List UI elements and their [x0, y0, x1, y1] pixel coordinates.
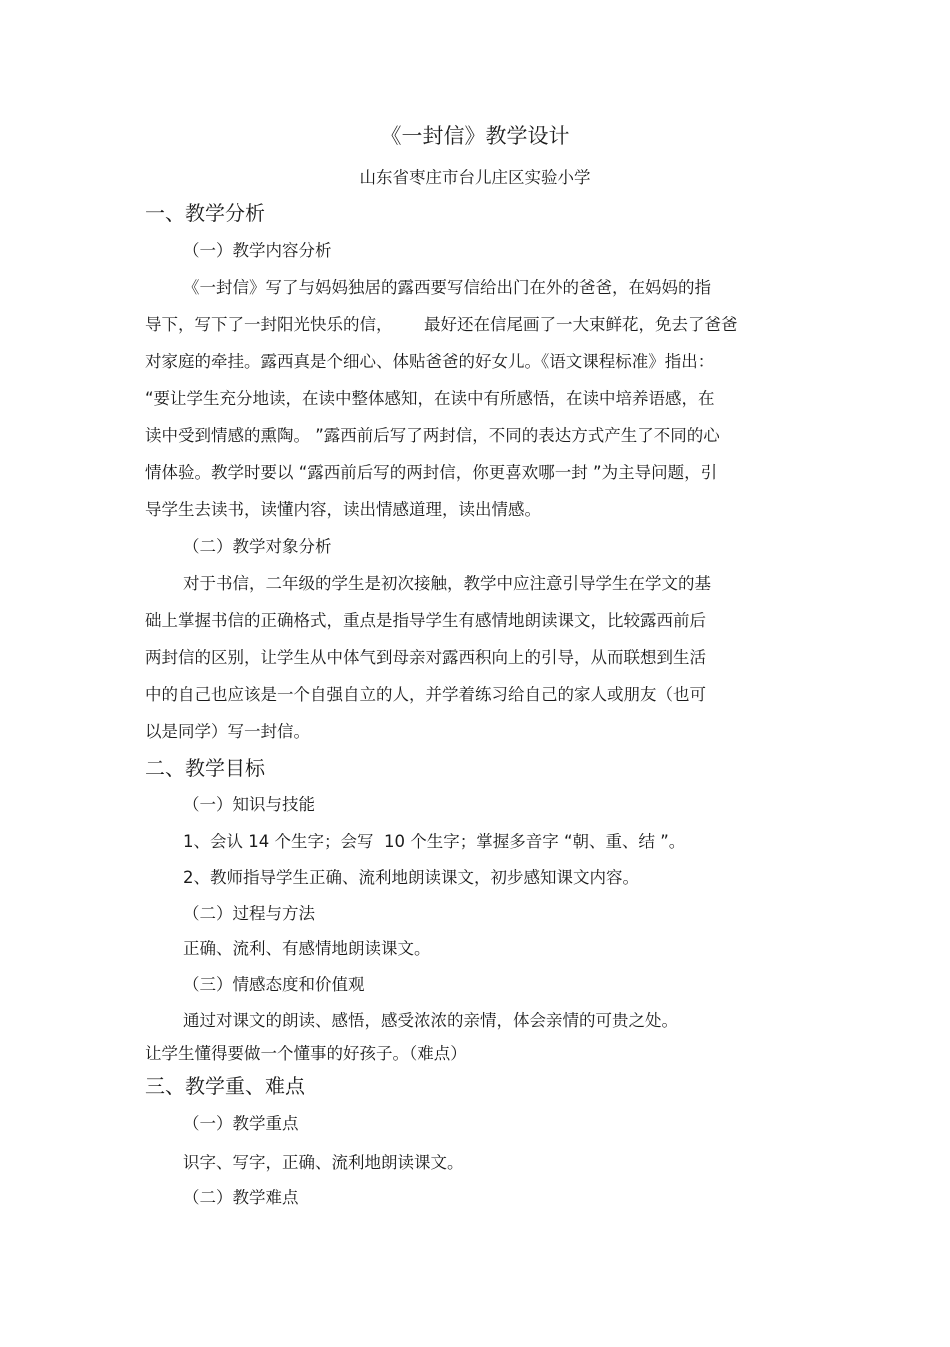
- subsection-heading-knowledge-skills: （一）知识与技能: [183, 795, 315, 814]
- paragraph-line: 两封信的区别，让学生从中体气到母亲对露西积向上的引导，从而联想到生活: [145, 648, 706, 667]
- subsection-heading-emotion-values: （三）情感态度和价值观: [183, 975, 365, 994]
- paragraph-line: 通过对课文的朗读、感悟，感受浓浓的亲情，体会亲情的可贵之处。: [183, 1011, 678, 1030]
- subsection-heading-content-analysis: （一）教学内容分析: [183, 241, 332, 260]
- paragraph-line: 导学生去读书，读懂内容，读出情感道理，读出情感。: [145, 500, 541, 519]
- section-heading-objectives: 二、教学目标: [145, 756, 265, 780]
- paragraph-line: 对家庭的牵挂。露西真是个细心、体贴爸爸的好女儿。《语文课程标准》指出：: [145, 352, 715, 371]
- subsection-heading-difficult-point: （二）教学难点: [183, 1188, 299, 1207]
- subsection-heading-student-analysis: （二）教学对象分析: [183, 537, 332, 556]
- objective-item: 2、教师指导学生正确、流利地朗读课文，初步感知课文内容。: [183, 868, 639, 887]
- subsection-heading-key-point: （一）教学重点: [183, 1114, 299, 1133]
- document-title: 《一封信》教学设计: [380, 124, 570, 148]
- paragraph-line: 导下，写下了一封阳光快乐的信， 最好还在信尾画了一大束鲜花，免去了爸爸: [145, 315, 738, 334]
- subsection-heading-process-method: （二）过程与方法: [183, 904, 315, 923]
- paragraph-line: 础上掌握书信的正确格式，重点是指导学生有感情地朗读课文，比较露西前后: [145, 611, 706, 630]
- paragraph-line: 以是同学）写一封信。: [145, 722, 310, 741]
- paragraph-line: 读中受到情感的熏陶。 ”露西前后写了两封信，不同的表达方式产生了不同的心: [145, 426, 720, 445]
- paragraph-line: 让学生懂得要做一个懂事的好孩子。（难点）: [145, 1044, 467, 1063]
- paragraph-line: 识字、写字，正确、流利地朗读课文。: [183, 1153, 464, 1172]
- paragraph-line: 《一封信》写了与妈妈独居的露西要写信给出门在外的爸爸，在妈妈的指: [183, 278, 711, 297]
- section-heading-analysis: 一、教学分析: [145, 201, 265, 225]
- paragraph-line: 中的自己也应该是一个自强自立的人，并学着练习给自己的家人或朋友（也可: [145, 685, 706, 704]
- paragraph-line: “要让学生充分地读，在读中整体感知，在读中有所感悟，在读中培养语感，在: [145, 389, 715, 408]
- paragraph-line: 对于书信，二年级的学生是初次接触，教学中应注意引导学生在学文的基: [183, 574, 711, 593]
- paragraph-line: 正确、流利、有感情地朗读课文。: [183, 939, 431, 958]
- section-heading-key-points: 三、教学重、难点: [145, 1074, 305, 1098]
- school-name: 山东省枣庄市台儿庄区实验小学: [359, 168, 591, 187]
- paragraph-line: 情体验。教学时要以 “露西前后写的两封信，你更喜欢哪一封 ”为主导问题，引: [145, 463, 718, 482]
- objective-item: 1、会认 14 个生字；会写 10 个生字；掌握多音字 “朝、重、结 ”。: [183, 832, 686, 851]
